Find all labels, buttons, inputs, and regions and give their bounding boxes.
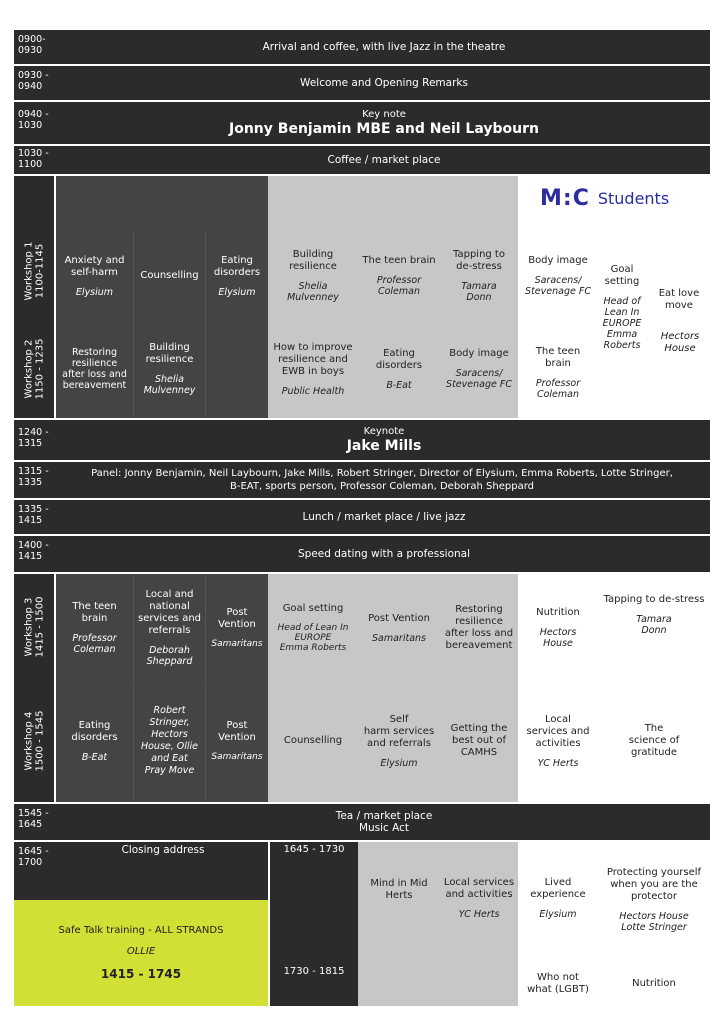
session-speaker: Public Health bbox=[281, 385, 345, 397]
music-line: Music Act bbox=[358, 822, 410, 834]
workshop-4-label bbox=[14, 682, 54, 800]
workshop-name: Workshop 1 bbox=[23, 241, 35, 301]
safe-talk-host: OLLIE bbox=[126, 946, 156, 957]
session-speaker: Elysium bbox=[218, 286, 256, 298]
session-cell bbox=[134, 576, 206, 680]
session-title: Tapping to de-stress bbox=[603, 594, 705, 605]
agenda-text: Coffee / market place bbox=[327, 154, 441, 166]
time-label: 0930 - 0940 bbox=[18, 70, 49, 92]
session-speaker: Professor Coleman bbox=[72, 633, 117, 655]
time-label: 1645 - 1730 bbox=[283, 844, 345, 855]
session-cell bbox=[598, 966, 710, 1002]
session-title: Post Vention bbox=[218, 719, 256, 743]
workshop-time: 1500 - 1545 bbox=[34, 710, 45, 772]
session-title: The science of gratitude bbox=[628, 723, 680, 758]
session-cell bbox=[358, 322, 440, 416]
session-speaker: Professor Coleman bbox=[376, 275, 422, 297]
session-cell bbox=[440, 576, 518, 680]
session-title: Local services and activities bbox=[526, 713, 590, 749]
workshop-time: 1150 - 1235 bbox=[34, 338, 45, 400]
session-speaker: Elysium bbox=[380, 757, 418, 769]
session-cell bbox=[598, 854, 710, 946]
session-cell bbox=[440, 230, 518, 322]
panel-text: Panel: Jonny Benjamin, Neil Laybourn, Jake Mills, Robert Stringer, Director of Elysium, Emma Roberts, Lotte Stringer, B-EAT, sports person, Professor Coleman, Deborah Sheppard bbox=[91, 468, 673, 492]
session-speaker: YC Herts bbox=[458, 908, 500, 920]
workshop-name: Workshop 2 bbox=[23, 339, 34, 399]
session-cell bbox=[134, 682, 206, 800]
session-cell bbox=[134, 230, 206, 322]
session-title: The teen brain bbox=[72, 601, 117, 624]
session-speaker: Head of Lean In EUROPE Emma Roberts bbox=[277, 623, 349, 653]
session-cell bbox=[56, 322, 134, 416]
session-cell bbox=[268, 322, 358, 416]
session-speaker: Shelia Mulvenney bbox=[287, 281, 339, 303]
session-cell bbox=[440, 322, 518, 416]
workshop-name: Workshop 4 bbox=[23, 711, 34, 771]
row-keynote-2 bbox=[14, 420, 710, 460]
keynote-title: Jake Mills bbox=[346, 438, 422, 454]
session-speaker: Hectors House Lotte Stringer bbox=[619, 911, 689, 933]
session-title: Hectors House bbox=[660, 331, 700, 354]
keynote-kicker: Keynote bbox=[363, 426, 405, 437]
agenda-text: Arrival and coffee, with live Jazz in the theatre bbox=[262, 41, 506, 53]
session-speaker: Tamara Donn bbox=[636, 614, 672, 636]
session-speaker: Hectors House bbox=[539, 627, 577, 649]
logo-text: Students bbox=[597, 188, 670, 208]
session-speaker: Elysium bbox=[539, 908, 577, 920]
session-cell bbox=[268, 230, 358, 322]
row-lunch bbox=[14, 500, 710, 534]
time-label: 1545 - 1645 bbox=[18, 808, 49, 830]
session-cell bbox=[206, 576, 268, 680]
workshop-3-label bbox=[14, 576, 54, 678]
session-cell bbox=[358, 230, 440, 322]
row-arrival bbox=[14, 30, 710, 64]
tea-line: Tea / market place bbox=[335, 810, 433, 822]
keynote-kicker: Key note bbox=[362, 109, 406, 120]
session-cell bbox=[598, 682, 710, 800]
session-cell bbox=[518, 682, 598, 800]
session-title: The teen brain bbox=[362, 255, 436, 266]
session-title: Protecting yourself when you are the protector bbox=[606, 867, 702, 902]
session-speaker: B-Eat bbox=[386, 379, 412, 391]
time-label: 1315 - 1335 bbox=[18, 466, 49, 488]
session-title: Building resilience bbox=[145, 342, 194, 365]
session-cell bbox=[648, 270, 710, 330]
safe-talk-block bbox=[14, 900, 268, 1006]
mhc-students-logo bbox=[540, 180, 710, 216]
session-title: Lived experience bbox=[530, 876, 586, 900]
time-label: 0940 - 1030 bbox=[18, 109, 49, 131]
session-title: Body image bbox=[449, 348, 509, 359]
session-title: Eating disorders bbox=[375, 347, 423, 371]
row-tea bbox=[14, 804, 710, 840]
safe-talk-title: Safe Talk training - ALL STRANDS bbox=[58, 925, 224, 936]
session-title: Getting the best out of CAMHS bbox=[450, 723, 508, 758]
session-title: Building resilience bbox=[289, 249, 337, 272]
time-label: 1645 - 1700 bbox=[18, 846, 49, 868]
agenda-text: Speed dating with a professional bbox=[297, 548, 471, 560]
session-speaker: Robert Stringer, Hectors House, Ollie and Eat Pray Move bbox=[140, 705, 199, 776]
session-cell bbox=[518, 966, 598, 1002]
session-title: Nutrition bbox=[536, 607, 580, 618]
row-keynote-1 bbox=[14, 102, 710, 144]
session-cell bbox=[598, 250, 646, 390]
safe-talk-time: 1415 - 1745 bbox=[100, 967, 182, 981]
session-cell bbox=[440, 682, 518, 800]
session-speaker: Saracens/ Stevenage FC bbox=[525, 275, 591, 297]
session-speaker: Head of Lean In EUROPE Emma Roberts bbox=[602, 296, 642, 351]
session-cell bbox=[206, 230, 268, 322]
session-cell bbox=[598, 576, 710, 680]
session-cell bbox=[56, 230, 134, 322]
session-cell bbox=[518, 576, 598, 680]
agenda-text: Welcome and Opening Remarks bbox=[300, 77, 468, 89]
session-title: Counselling bbox=[283, 735, 343, 746]
session-title: The teen brain bbox=[535, 346, 581, 369]
session-cell bbox=[358, 576, 440, 680]
time-label: 1030 - 1100 bbox=[18, 148, 49, 170]
session-title: Mind in Mid Herts bbox=[370, 878, 428, 901]
row-coffee bbox=[14, 146, 710, 174]
session-speaker: Samaritans bbox=[211, 638, 263, 649]
workshop-name: Workshop 3 bbox=[23, 597, 34, 657]
session-title: How to improve resilience and EWB in boys bbox=[273, 341, 353, 377]
session-speaker: Saracens/ Stevenage FC bbox=[446, 368, 512, 390]
session-speaker: Deborah Sheppard bbox=[146, 645, 193, 667]
session-cell bbox=[358, 682, 440, 800]
row-panel bbox=[14, 462, 710, 498]
session-title: Post Vention bbox=[368, 612, 430, 624]
session-title: Eating disorders bbox=[213, 254, 261, 278]
session-title: Counselling bbox=[140, 270, 199, 281]
session-speaker: Tamara Donn bbox=[461, 281, 497, 303]
session-title: Who not what (LGBT) bbox=[527, 972, 589, 995]
session-title: Anxiety and self-harm bbox=[64, 254, 125, 278]
afternoon-times bbox=[270, 842, 358, 1006]
session-title: Self harm services and referrals bbox=[363, 713, 435, 749]
session-cell bbox=[518, 330, 598, 416]
session-title: Goal setting bbox=[282, 603, 344, 614]
session-title: Nutrition bbox=[632, 978, 676, 989]
time-label: 1400 - 1415 bbox=[18, 540, 49, 562]
workshop-time: 1100-1145 bbox=[34, 243, 46, 299]
session-cell bbox=[440, 866, 518, 930]
session-title: Local and national services and referrals bbox=[137, 589, 202, 636]
time-label: 1240 - 1315 bbox=[18, 427, 49, 449]
workshop-time: 1415 - 1500 bbox=[34, 596, 45, 658]
session-title: Eating disorders bbox=[71, 719, 118, 743]
session-title: Eat love move bbox=[658, 288, 700, 311]
session-cell bbox=[268, 576, 358, 680]
session-cell bbox=[518, 230, 598, 322]
session-title: Restoring resilience after loss and bereavement bbox=[62, 347, 127, 391]
session-cell bbox=[268, 682, 358, 800]
session-title: Post Vention bbox=[218, 606, 256, 630]
row-welcome bbox=[14, 66, 710, 100]
workshop-2-label bbox=[14, 322, 54, 416]
session-cell bbox=[650, 326, 710, 360]
session-cell bbox=[518, 866, 598, 930]
session-cell bbox=[206, 682, 268, 800]
time-label: 0900- 0930 bbox=[18, 34, 46, 56]
session-title: Body image bbox=[528, 255, 588, 266]
session-cell bbox=[56, 576, 134, 680]
session-title: Goal setting bbox=[604, 264, 640, 287]
keynote-title: Jonny Benjamin MBE and Neil Laybourn bbox=[229, 121, 539, 137]
session-speaker: Professor Coleman bbox=[535, 378, 581, 400]
session-speaker: YC Herts bbox=[537, 757, 579, 769]
time-label: 1730 - 1815 bbox=[283, 966, 345, 977]
session-cell bbox=[358, 860, 440, 920]
row-speed-dating bbox=[14, 536, 710, 572]
session-speaker: Samaritans bbox=[211, 751, 263, 762]
session-cell bbox=[56, 682, 134, 800]
time-label: 1335 - 1415 bbox=[18, 504, 49, 526]
session-speaker: Elysium bbox=[75, 286, 114, 298]
closing-block bbox=[14, 842, 268, 900]
session-speaker: B-Eat bbox=[81, 751, 108, 763]
agenda-text: Lunch / market place / live jazz bbox=[302, 511, 466, 523]
session-title: Local services and activities bbox=[443, 876, 515, 900]
session-title: Restoring resilience after loss and bereavement bbox=[444, 604, 514, 651]
logo-mark: M:C bbox=[540, 185, 590, 211]
session-title: Tapping to de-stress bbox=[453, 249, 505, 272]
session-speaker: Shelia Mulvenney bbox=[143, 374, 196, 396]
workshop-1-label bbox=[14, 222, 54, 320]
session-cell bbox=[134, 322, 206, 416]
session-speaker: Samaritans bbox=[372, 632, 426, 644]
closing-address: Closing address bbox=[121, 844, 205, 856]
